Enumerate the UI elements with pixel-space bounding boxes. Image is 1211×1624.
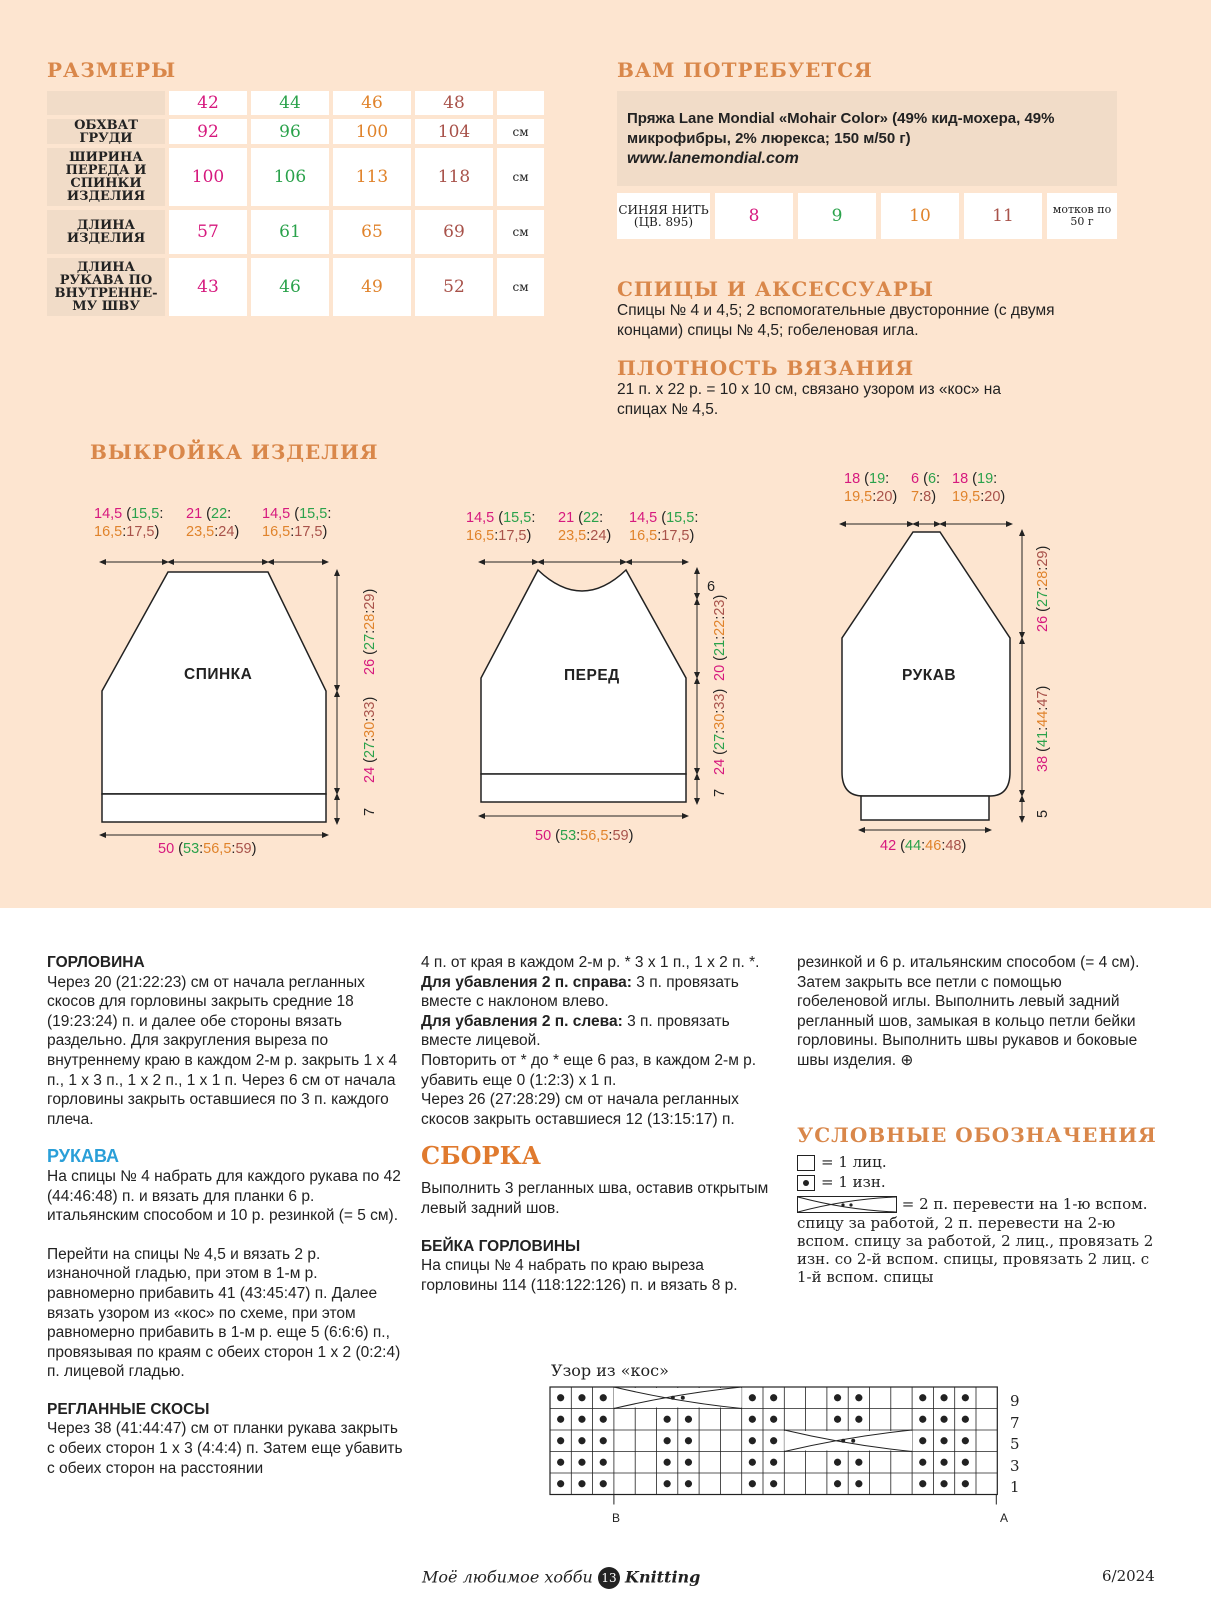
magazine-name: Моё любимое хобби [422,1567,593,1587]
purl-dot [919,1437,926,1444]
purl-dot [919,1416,926,1423]
table-cell: 106 [251,148,329,206]
raglan-text: Через 38 (41:44:47) см от планки рукава закрыть с обеих сторон 1 x 3 (4:4:4) п. Затем еще убавить с обеих сторон на расстоянии [47,1420,403,1477]
table-cell: 113 [333,148,411,206]
sleeves-text-2: Перейти на спицы № 4,5 и вязать 2 р. изнаночной гладью, при этом в 1-м р. равномерно прибавить 41 (43:45:47) п. Далее вязать узором из «кос» по схеме, при этом равномерно прибавить в 1-м р. еще 5 (6:6:6) п., провязывая по краям с обеих сторон 1 x 2 (0:2:4) п. лицевой гладью. [47,1245,401,1381]
pattern-title: ВЫКРОЙКА ИЗДЕЛИЯ [90,440,379,464]
purl-dot [834,1459,841,1466]
purl-dot [578,1437,585,1444]
back-neck-width: 21 (22: 23,5:24) [186,506,240,540]
sleeve-top-right: 18 (19: 19,5:20) [952,471,1006,505]
unit-cell: см [497,210,544,254]
purl-dot [600,1459,607,1466]
row-label: ДЛИНА ИЗДЕЛИЯ [47,210,165,254]
decrease-right [421,973,783,1012]
front-width: 50 (53:56,5:59) [535,828,634,844]
decrease-repeat: 4 п. от края в каждом 2-м р. * 3 x 1 п., 1 x 2 п. *. [421,954,760,971]
purl-dot [578,1416,585,1423]
assembly-text: Выполнить 3 регланных шва, оставив открытым левый задний шов. [421,1180,769,1217]
front-armhole-height: 20 (21:22:23) [712,594,728,681]
size-44: 44 [251,91,329,115]
purl-dot [919,1459,926,1466]
purl-dot [557,1416,564,1423]
cable-chart [549,1386,1019,1521]
purl-dot [855,1416,862,1423]
table-cell: 57 [169,210,247,254]
raglan-title: РЕГЛАННЫЕ СКОСЫ [47,1400,210,1418]
back-ribbing [102,794,326,822]
purl-dot [770,1459,777,1466]
sleeve-top-left: 18 (19: 19,5:20) [844,471,898,505]
purl-dot [770,1416,777,1423]
size-42: 42 [169,91,247,115]
table-cell: 100 [169,148,247,206]
purl-dot [600,1437,607,1444]
chart-marker-b: B [612,1511,621,1525]
purl-dot [664,1480,671,1487]
purl-dot [578,1459,585,1466]
purl-dot [834,1416,841,1423]
purl-dot [557,1480,564,1487]
table-cell: 52 [415,258,493,316]
purl-dot [940,1480,947,1487]
front-ribbing [481,774,686,802]
column-3 [797,953,1152,1071]
cable-dot [841,1439,845,1443]
sleeve-body-height: 38 (41:44:47) [1035,685,1051,772]
purl-dot [749,1394,756,1401]
table-cell: 100 [333,119,411,144]
purl-dot [855,1480,862,1487]
purl-dot [664,1459,671,1466]
purl-dot [770,1437,777,1444]
purl-dot [940,1416,947,1423]
chart-marker-a: A [1000,1511,1009,1525]
front-ribbing-height: 7 [712,788,728,797]
quantity-cell: 10 [881,193,959,239]
quantity-unit: мотков по 50 г [1047,193,1117,239]
table-cell: 65 [333,210,411,254]
front-neck-depth: 6 [707,579,716,595]
sleeve-ribbing-height: 5 [1035,809,1051,818]
front-neck-width: 21 (22: 23,5:24) [558,510,612,544]
size-46: 46 [333,91,411,115]
sleeve-width: 42 (44:46:48) [880,838,967,854]
neckline-text: Через 20 (21:22:23) см от начала регланных скосов для горловины закрыть средние 18 (19:23:24) п. и далее обе стороны вязать раздельно. Для закругления выреза по внутреннему краю в каждом 2-м р. закрыть 1 x 4 п., 1 x 3 п., 1 x 2 п., 1 x 1 п. Через 6 см от начала горловины закрыть оставшиеся по 3 п. каждого плеча. [47,973,398,1128]
purl-dot [685,1459,692,1466]
purl-dot [578,1480,585,1487]
close-remaining-text: Через 26 (27:28:29) см от начала регланных скосов закрыть оставшиеся 12 (13:15:17) п. [421,1091,739,1128]
front-label: ПЕРЕД [564,667,620,684]
footer-brand [422,1567,700,1589]
neckline-title: ГОРЛОВИНА [47,954,145,971]
purl-dot [685,1416,692,1423]
sizes-title: РАЗМЕРЫ [47,58,177,82]
front-shoulder-left: 14,5 (15,5: 16,5:17,5) [466,510,536,544]
back-width: 50 (53:56,5:59) [158,841,257,857]
back-body-height: 24 (27:30:33) [362,696,378,783]
knit-symbol [797,1155,815,1171]
back-shoulder-right: 14,5 (15,5: 16,5:17,5) [262,506,332,540]
purl-dot [578,1394,585,1401]
row-label: ШИРИНА ПЕРЕДА И СПИНКИ ИЗДЕЛИЯ [47,148,165,206]
quantity-cell: 9 [798,193,876,239]
cable-dot [671,1396,675,1400]
purl-dot [919,1480,926,1487]
column-1 [47,953,407,1478]
section-name: Knitting [625,1567,701,1587]
unit-cell: см [497,258,544,316]
table-cell: 49 [333,258,411,316]
decrease-right-label: Для убавления 2 п. справа: [421,973,632,991]
purl-dot [557,1459,564,1466]
unit-cell: см [497,148,544,206]
chart-title: Узор из «кос» [551,1361,669,1380]
sleeves-title: РУКАВА [47,1146,120,1167]
purl-dot [749,1416,756,1423]
purl-dot [962,1416,969,1423]
cable-label: = 2 п. перевести на 1-ю вспом. спицу за работой, 2 п. перевести на 2-ю вспом. спицу за работой, 2 лиц., провязать 2 изн. со 2-й вспом. спицы, провязать 2 лиц. с 1-й вспом. спицы [797,1195,1154,1286]
chart-row-numbers [1010,1391,1020,1499]
yarn-url: www.lanemondial.com [627,150,799,167]
purl-dot [919,1394,926,1401]
purl-dot [940,1394,947,1401]
row-number: 9 [1010,1392,1020,1410]
purl-dot [685,1480,692,1487]
assembly-title: СБОРКА [421,1141,541,1171]
neckband-title: БЕЙКА ГОРЛОВИНЫ [421,1237,581,1255]
purl-dot [664,1416,671,1423]
row-label: ОБХВАТ ГРУДИ [47,119,165,144]
purl-dot [855,1459,862,1466]
sleeve-top-center: 6 (6: 7:8) [911,471,941,505]
back-armhole-height: 26 (27:28:29) [362,588,378,675]
quantity-cell: 8 [715,193,793,239]
purl-dot [962,1394,969,1401]
purl-dot [834,1480,841,1487]
table-cell: 104 [415,119,493,144]
sleeve-piece [842,532,1010,796]
color-label: СИНЯЯ НИТЬ (ЦВ. 895) [617,193,710,239]
front-shoulder-right: 14,5 (15,5: 16,5:17,5) [629,510,699,544]
cable-symbol [797,1196,897,1214]
row-number: 1 [1010,1478,1020,1496]
purl-dot [557,1394,564,1401]
needles-text: Спицы № 4 и 4,5; 2 вспомогательные двусторонние (с двумя концами) спицы № 4,5; гобеленовая игла. [617,302,1055,339]
gauge-text: 21 п. x 22 р. = 10 x 10 см, связано узором из «кос» на спицах № 4,5. [617,381,1001,418]
quantity-cell: 11 [964,193,1042,239]
decrease-right-text: 3 п. провязать вместе с наклоном влево. [421,973,739,1011]
table-cell: 118 [415,148,493,206]
sleeve-raglan-height: 26 (27:28:29) [1035,545,1051,632]
purl-dot [940,1437,947,1444]
gauge-title: ПЛОТНОСТЬ ВЯЗАНИЯ [617,356,915,380]
row-number: 3 [1010,1456,1020,1475]
table-cell: 96 [251,119,329,144]
purl-dot [770,1480,777,1487]
purl-dot [962,1437,969,1444]
table-cell: 43 [169,258,247,316]
issue-number: 6/2024 [1102,1567,1155,1585]
purl-label: = 1 изн. [821,1173,886,1191]
purl-dot [600,1394,607,1401]
neckband-text: На спицы № 4 набрать по краю выреза горловины 114 (118:122:126) п. и вязать 8 р. [421,1257,738,1294]
purl-dot [685,1437,692,1444]
row-number: 7 [1010,1413,1020,1432]
purl-dot [962,1459,969,1466]
purl-dot [600,1480,607,1487]
purl-dot [770,1394,777,1401]
legend [797,1153,1157,1286]
table-cell: 46 [251,258,329,316]
purl-dot [749,1437,756,1444]
needles-title: СПИЦЫ И АКСЕССУАРЫ [617,277,934,301]
decrease-left-text: 3 п. провязать вместе лицевой. [421,1012,730,1050]
yarn-name: Пряжа Lane Mondial «Mohair Color» [627,110,889,127]
row-label: ДЛИНА РУКАВА ПО ВНУТРЕННЕ-МУ ШВУ [47,258,165,316]
decrease-repeat-text: Повторить от * до * еще 6 раз, в каждом 2-м р. убавить еще 0 (1:2:3) x 1 п. [421,1051,757,1089]
purl-dot [557,1437,564,1444]
purl-dot [940,1459,947,1466]
table-cell: 61 [251,210,329,254]
sleeve-label: РУКАВ [902,667,957,684]
finishing-text: резинкой и 6 р. итальянским способом (= 4 см). Затем закрыть все петли с помощью гобеленовой иглы. Выполнить левый задний регланный шов, замыкая в кольцо петли бейки горловины. Выполнить швы рукавов и боковые швы изделия. ⊕ [797,954,1140,1069]
knit-label: = 1 лиц. [821,1153,887,1171]
table-cell: 92 [169,119,247,144]
decrease-left [421,1012,783,1051]
decrease-left-label: Для убавления 2 п. слева: [421,1012,623,1030]
sleeve-ribbing [861,796,989,820]
back-ribbing-height: 7 [362,807,378,816]
purl-dot [855,1394,862,1401]
back-label: СПИНКА [184,666,253,683]
column-2 [421,953,783,1295]
size-48: 48 [415,91,493,115]
materials-title: ВАМ ПОТРЕБУЕТСЯ [617,58,873,82]
purl-dot [749,1480,756,1487]
table-cell: 69 [415,210,493,254]
purl-dot [749,1459,756,1466]
purl-dot [664,1437,671,1444]
sleeves-text-1: На спицы № 4 набрать для каждого рукава по 42 (44:46:48) п. и вязать для планки 6 р. итальянским способом и 10 р. резинкой (= 5 см). [47,1167,401,1225]
cable-dot [681,1396,685,1400]
purl-dot [962,1480,969,1487]
yarn-composition: (49% кид-мохера, 49% микрофибры, 2% люрекса; 150 м/50 г) [627,110,1055,147]
cable-dot [851,1439,855,1443]
page-number: 13 [598,1567,620,1589]
unit-cell: см [497,119,544,144]
purl-dot [834,1394,841,1401]
legend-title: УСЛОВНЫЕ ОБОЗНАЧЕНИЯ [797,1123,1157,1147]
front-body-height: 24 (27:30:33) [712,688,728,775]
back-shoulder-left: 14,5 (15,5: 16,5:17,5) [94,506,164,540]
purl-dot [600,1416,607,1423]
row-number: 5 [1010,1435,1020,1453]
purl-symbol [797,1175,815,1191]
